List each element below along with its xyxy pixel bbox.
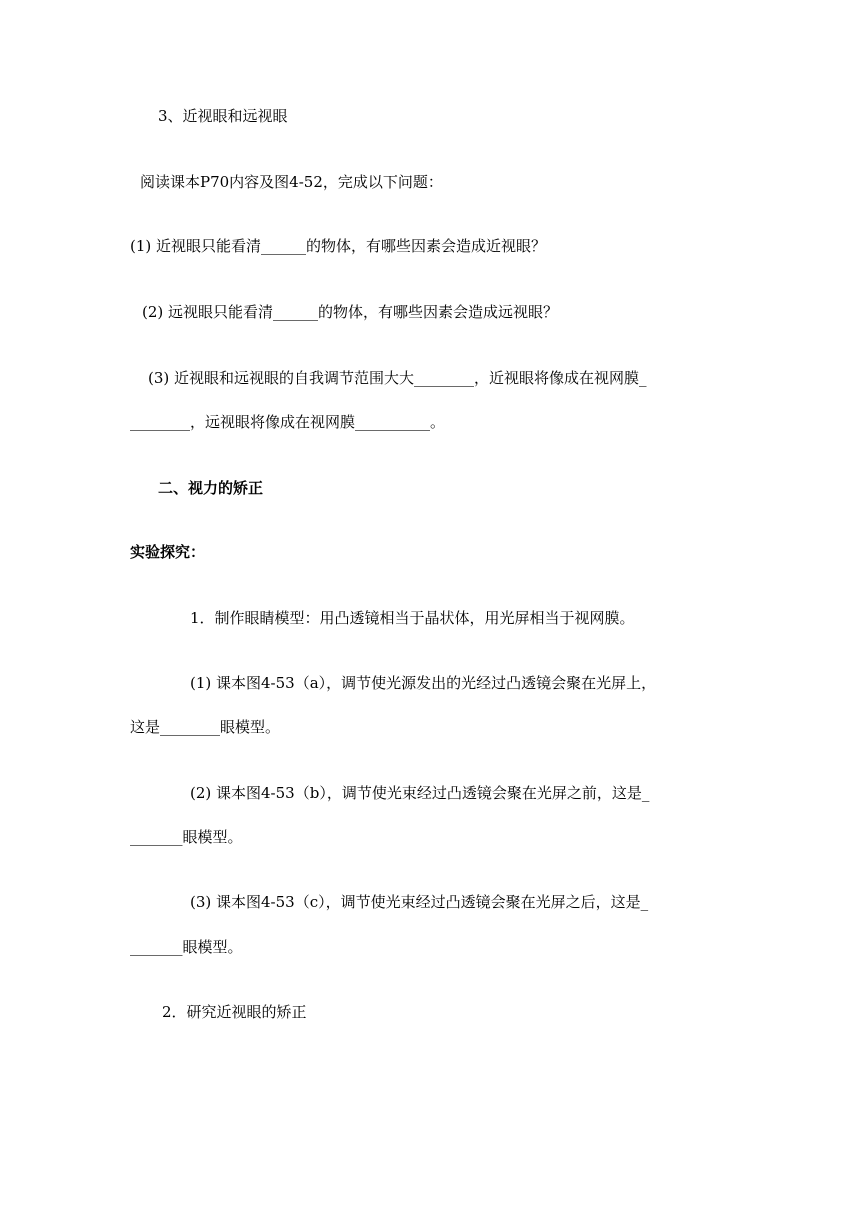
step-1b-line-2: _______眼模型。 [130, 828, 243, 846]
step-1-make-eye-model: 1．制作眼睛模型：用凸透镜相当于晶状体，用光屏相当于视网膜。 [190, 609, 635, 627]
question-3-line-1: (3) 近视眼和远视眼的自我调节范围大大________，近视眼将像成在视网膜_ [148, 369, 647, 387]
question-2: (2) 远视眼只能看清______的物体，有哪些因素会造成远视眼？ [142, 303, 559, 321]
question-3-line-2: ________，远视眼将像成在视网膜__________。 [130, 413, 446, 431]
step-1a-line-2: 这是________眼模型。 [130, 718, 281, 736]
step-1c-line-2: _______眼模型。 [130, 938, 243, 956]
step-1b-line-1: (2) 课本图4-53（b），调节使光束经过凸透镜会聚在光屏之前，这是_ [190, 784, 650, 802]
step-1a-line-1: (1) 课本图4-53（a），调节使光源发出的光经过凸透镜会聚在光屏上， [190, 674, 657, 692]
step-2-myopia-correction: 2．研究近视眼的矫正 [162, 1003, 307, 1021]
step-1c-line-1: (3) 课本图4-53（c），调节使光束经过凸透镜会聚在光屏之后，这是_ [190, 893, 649, 911]
section-heading-vision-correction: 二、视力的矫正 [158, 479, 264, 497]
section-heading-myopia-hyperopia: 3、近视眼和远视眼 [158, 107, 288, 125]
question-1: (1) 近视眼只能看清______的物体，有哪些因素会造成近视眼？ [130, 237, 547, 255]
experiment-heading: 实验探究： [130, 543, 206, 561]
reading-instruction: 阅读课本P70内容及图4-52，完成以下问题： [140, 173, 443, 191]
